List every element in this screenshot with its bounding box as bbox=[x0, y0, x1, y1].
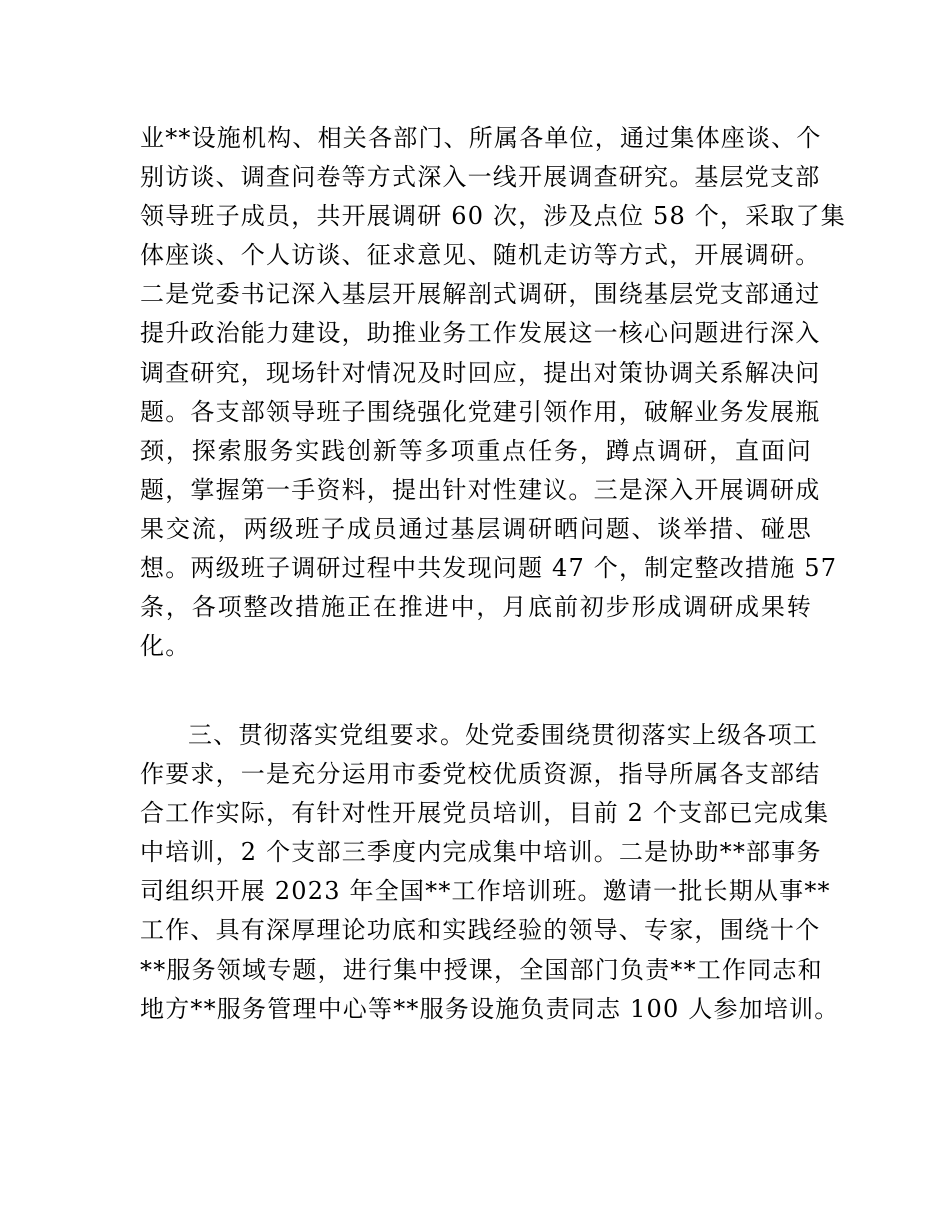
text-line: 化。 bbox=[140, 632, 191, 661]
text-line: 工作、具有深厚理论功底和实践经验的领导、专家，围绕十个 bbox=[140, 916, 821, 945]
text-line: 地方**服务管理中心等**服务设施负责同志 100 人参加培训。 bbox=[140, 994, 840, 1023]
text-line: 别访谈、调查问卷等方式深入一线开展调查研究。基层党支部 bbox=[140, 163, 821, 192]
text-line: 提升政治能力建设，助推业务工作发展这一核心问题进行深入 bbox=[140, 319, 821, 348]
text-line: 题，掌握第一手资料，提出针对性建议。三是深入开展调研成 bbox=[140, 475, 821, 504]
text-line: 颈，探索服务实践创新等多项重点任务，蹲点调研，直面问 bbox=[140, 436, 812, 465]
text-line: 想。两级班子调研过程中共发现问题 47 个，制定整改措施 57 bbox=[140, 554, 838, 583]
text-line: 调查研究，现场针对情况及时回应，提出对策协调关系解决问 bbox=[140, 358, 821, 387]
text-line: 司组织开展 2023 年全国**工作培训班。邀请一批长期从事** bbox=[140, 877, 831, 906]
paragraph-party-requirements bbox=[140, 716, 840, 1029]
text-line: **服务领域专题，进行集中授课，全国部门负责**工作同志和 bbox=[140, 955, 823, 984]
text-line: 领导班子成员，共开展调研 60 次，涉及点位 58 个，采取了集 bbox=[140, 202, 846, 231]
text-line: 中培训，2 个支部三季度内完成集中培训。二是协助**部事务 bbox=[140, 838, 822, 867]
text-line: 合工作实际，有针对性开展党员培训，目前 2 个支部已完成集 bbox=[140, 799, 830, 828]
text-line: 题。各支部领导班子围绕强化党建引领作用，破解业务发展瓶 bbox=[140, 397, 821, 426]
text-line: 果交流，两级班子成员通过基层调研晒问题、谈举措、碰思 bbox=[140, 514, 812, 543]
text-line: 作要求，一是充分运用市委党校优质资源，指导所属各支部结 bbox=[140, 760, 821, 789]
text-line: 体座谈、个人访谈、征求意见、随机走访等方式，开展调研。 bbox=[140, 241, 821, 270]
text-line: 业**设施机构、相关各部门、所属各单位，通过集体座谈、个 bbox=[140, 124, 822, 152]
text-line: 条，各项整改措施正在推进中，月底前初步形成调研成果转 bbox=[140, 593, 812, 622]
text-line: 二是党委书记深入基层开展解剖式调研，围绕基层党支部通过 bbox=[140, 280, 821, 309]
paragraph-research-work bbox=[140, 119, 846, 666]
section-heading-line: 三、贯彻落实党组要求。处党委围绕贯彻落实上级各项工 bbox=[188, 721, 818, 749]
